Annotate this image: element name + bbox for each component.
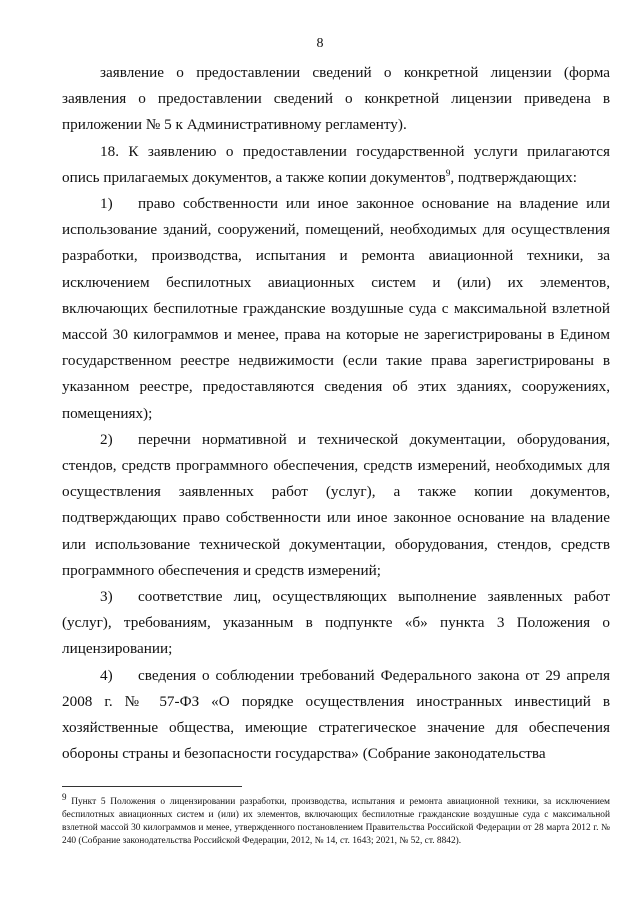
footnote <box>62 791 610 848</box>
list-item-number: 2) <box>100 430 113 448</box>
list-item-1 <box>62 191 610 427</box>
footnote-marker: 9 <box>62 791 67 802</box>
list-item-3 <box>62 584 610 663</box>
footnote-text <box>62 791 610 848</box>
list-item-number: 4) <box>100 666 113 684</box>
list-item-text: перечни нормативной и технической документации, оборудования, стендов, средств программного обеспечения, средств измерений, необходимых для осуществления заявленных работ (услуг), а также копии документов, подтверждающих право собственности или иное законное основание на владение или использование технической документации, оборудования, стендов, средств программного обеспечения и средств измерений; <box>62 430 610 579</box>
footnote-body: Пункт 5 Положения о лицензировании разработки, производства, испытания и ремонта авиационной техники, за исключением беспилотных авиационных систем и (или) их элементов, включающих беспилотные гражданские воздушные суда с максимальной взлетной массой 30 килограммов и менее, утвержденного постановлением Правительства Российской Федерации от 28 марта 2012 г. № 240 (Собрание законодательства Российской Федерации, 2012, № 14, ст. 1643; 2021, № 52, ст. 8842). <box>62 797 610 846</box>
page-number: 8 <box>316 36 324 51</box>
list-item-2 <box>62 427 610 584</box>
document-body <box>62 60 610 767</box>
list-item-number: 3) <box>100 588 113 606</box>
paragraph-continuation: заявление о предоставлении сведений о конкретной лицензии (форма заявления о предоставлении сведений о конкретной лицензии приведена в приложении № 5 к Административному регламенту). <box>62 64 610 134</box>
paragraph-18 <box>62 139 610 191</box>
list-item-4 <box>62 663 610 768</box>
list-item-text: сведения о соблюдении требований Федерального закона от 29 апреля 2008 г. № 57-ФЗ «О порядке осуществления иностранных инвестиций в хозяйственные общества, имеющие стратегическое значение для обеспечения обороны страны и безопасности государства» (Собрание законодательства <box>62 666 610 763</box>
list-item-number: 1) <box>100 195 113 213</box>
footnote-reference: 9 <box>445 167 451 178</box>
list-item-text: соответствие лиц, осуществляющих выполнение заявленных работ (услуг), требованиям, указанным в подпункте «б» пункта 3 Положения о лицензировании; <box>62 588 610 658</box>
list-item-text: право собственности или иное законное основание на владение или использование зданий, сооружений, помещений, необходимых для осуществления разработки, производства, испытания и ремонта авиационной техники, за исключением беспилотных авиационных систем и (или) их элементов, включающих беспилотные гражданские воздушные суда с максимальной взлетной массой 30 килограммов и менее, права на которые не зарегистрированы в Едином государственном реестре недвижимости (если такие права зарегистрированы в указанном реестре, предоставляются сведения об этих зданиях, сооружениях, помещениях); <box>62 195 610 422</box>
paragraph-18-text: 18. К заявлению о предоставлении государственной услуги прилагаются опись прилагаемых документов, а также копии документов <box>62 142 610 186</box>
paragraph-18-text-end: , подтверждающих: <box>450 168 577 186</box>
footnote-divider <box>62 786 242 787</box>
